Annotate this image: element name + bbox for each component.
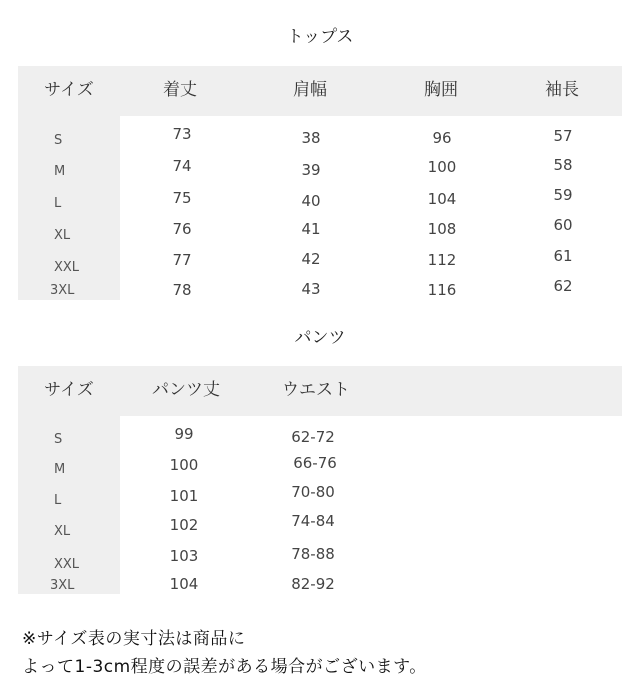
tops-header-row xyxy=(18,66,622,116)
pants-header-length: パンツ丈 xyxy=(152,380,220,400)
pants-cell: 74-84 xyxy=(291,512,335,530)
tops-size-label: XXL xyxy=(54,260,80,275)
tops-cell: 112 xyxy=(427,251,457,269)
pants-size-label: XXL xyxy=(54,557,80,572)
tops-header-chest: 胸囲 xyxy=(424,80,458,100)
tops-cell: 40 xyxy=(301,192,321,210)
tops-cell: 61 xyxy=(553,247,573,265)
tops-size-label: S xyxy=(54,133,63,148)
tops-cell: 74 xyxy=(172,157,192,175)
pants-cell: 103 xyxy=(169,547,199,565)
pants-cell: 104 xyxy=(169,575,199,593)
pants-header-waist: ウエスト xyxy=(282,380,350,400)
tops-size-label: 3XL xyxy=(50,283,75,298)
tops-cell: 100 xyxy=(427,158,457,176)
pants-title: パンツ xyxy=(294,328,346,348)
pants-header-row xyxy=(18,366,622,416)
pants-size-label: 3XL xyxy=(50,578,75,593)
pants-cell: 66-76 xyxy=(293,454,337,472)
tops-cell: 78 xyxy=(172,281,192,299)
tops-cell: 104 xyxy=(427,190,457,208)
tops-cell: 58 xyxy=(553,156,573,174)
pants-cell: 101 xyxy=(169,487,199,505)
tops-cell: 60 xyxy=(553,216,573,234)
tops-cell: 39 xyxy=(301,161,321,179)
pants-size-label: M xyxy=(54,462,66,477)
tops-cell: 116 xyxy=(427,281,457,299)
tops-header-sleeve: 袖長 xyxy=(545,80,579,100)
pants-cell: 102 xyxy=(169,516,199,534)
tops-size-label: XL xyxy=(54,228,71,243)
pants-size-label: XL xyxy=(54,524,71,539)
tops-cell: 41 xyxy=(301,220,321,238)
pants-cell: 100 xyxy=(169,456,199,474)
tops-cell: 59 xyxy=(553,186,573,204)
tops-cell: 77 xyxy=(172,251,192,269)
pants-size-label: S xyxy=(54,432,63,447)
pants-header-size: サイズ xyxy=(44,380,94,400)
note-line-2: よって1-3cm程度の誤差がある場合がございます。 xyxy=(22,657,427,677)
tops-header-shoulder: 肩幅 xyxy=(293,80,327,100)
pants-size-label: L xyxy=(54,493,62,508)
tops-header-length: 着丈 xyxy=(163,80,197,100)
tops-title: トップス xyxy=(286,27,354,47)
tops-cell: 75 xyxy=(172,189,192,207)
pants-cell: 70-80 xyxy=(291,483,335,501)
tops-cell: 42 xyxy=(301,250,321,268)
tops-cell: 73 xyxy=(172,125,192,143)
tops-cell: 108 xyxy=(427,220,457,238)
tops-cell: 96 xyxy=(432,129,452,147)
tops-cell: 62 xyxy=(553,277,573,295)
tops-cell: 43 xyxy=(301,280,321,298)
pants-cell: 78-88 xyxy=(291,545,335,563)
tops-size-label: L xyxy=(54,196,62,211)
tops-header-size: サイズ xyxy=(44,80,94,100)
tops-cell: 38 xyxy=(301,129,321,147)
tops-cell: 76 xyxy=(172,220,192,238)
pants-cell: 82-92 xyxy=(291,575,335,593)
note-line-1: ※サイズ表の実寸法は商品に xyxy=(22,629,246,649)
pants-cell: 62-72 xyxy=(291,428,335,446)
pants-cell: 99 xyxy=(174,425,194,443)
tops-cell: 57 xyxy=(553,127,573,145)
tops-size-label: M xyxy=(54,164,66,179)
